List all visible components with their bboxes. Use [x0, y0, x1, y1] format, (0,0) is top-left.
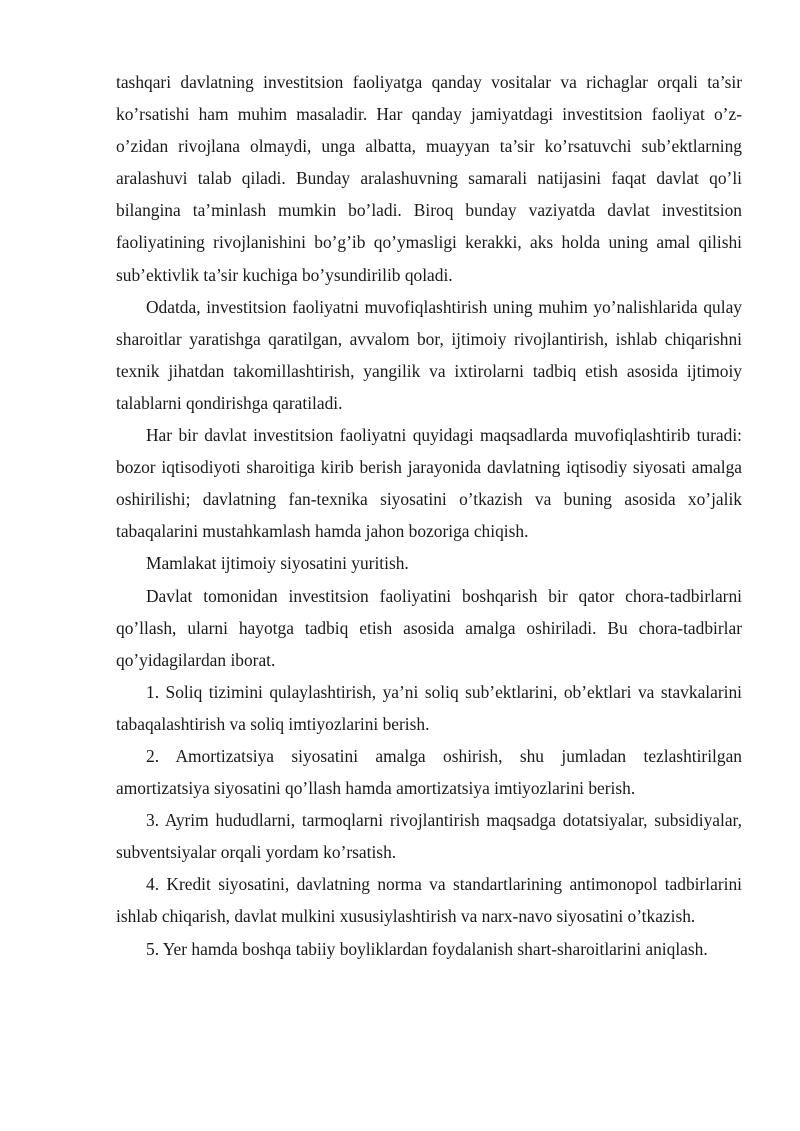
paragraph-measures-intro: Davlat tomonidan investitsion faoliyatini boshqarish bir qator chora-tadbirlarni qo’llash, ularni hayotga tadbiq etish asosida amalga oshiriladi. Bu chora-tadbirlar qo’yidagilardan iborat. — [116, 585, 742, 670]
paragraph-state-objectives: Har bir davlat investitsion faoliyatni quyidagi maqsadlarda muvofiqlashtirib turadi: bozor iqtisodiyoti sharoitiga kirib berish jarayonida davlatning iqtisodiy siyosati amalga oshirilishi; davlatning fan-texnika siyosatini o’tkazish va buning asosida xo’jalik tabaqalarini mustahkamlash hamda jahon bozoriga chiqish. — [116, 425, 742, 542]
paragraph-social-policy: Mamlakat ijtimoiy siyosatini yuritish. — [146, 553, 409, 574]
paragraph-intro: tashqari davlatning investitsion faoliyatga qanday vositalar va richaglar orqali ta’sir ko’rsatishi ham muhim masaladir. Har qanday jamiyatdagi investitsion faoliyat o’z-o’zidan rivojlana olmaydi, unga albatta, muayyan ta’sir ko’rsatuvchi sub’ektlarning aralashuvi talab qiladi. Bunday aralashuvning samarali natijasini faqat davlat qo’li bilangina ta’minlash mumkin bo’ladi. Biroq bunday vaziyatda davlat investitsion faoliyatining rivojlanishini bo’g’ib qo’ymasligi kerakki, aks holda uning amal qilishi sub’ektivlik ta’sir kuchiga bo’ysundirilib qoladi. — [116, 72, 742, 285]
list-item-subsidies: 3. Ayrim hududlarni, tarmoqlarni rivojlantirish maqsadga dotatsiyalar, subsidiyalar, subventsiyalar orqali yordam ko’rsatish. — [116, 810, 742, 863]
list-item-tax-system: 1. Soliq tizimini qulaylashtirish, ya’ni soliq sub’ektlarini, ob’ektlari va stavkalarini tabaqalashtirish va soliq imtiyozlarini berish. — [116, 681, 742, 734]
document-body — [116, 66, 742, 965]
list-item-credit-policy: 4. Kredit siyosatini, davlatning norma va standartlarining antimonopol tadbirlarini ishlab chiqarish, davlat mulkini xususiylashtirish va narx-navo siyosatini o’tkazish. — [116, 874, 742, 927]
list-item-natural-resources: 5. Yer hamda boshqa tabiiy boyliklardan foydalanish shart-sharoitlarini aniqlash. — [146, 938, 708, 959]
list-item-amortization: 2. Amortizatsiya siyosatini amalga oshirish, shu jumladan tezlashtirilgan amortizatsiya siyosatini qo’llash hamda amortizatsiya imtiyozlarini berish. — [116, 745, 742, 799]
paragraph-coordination-goals: Odatda, investitsion faoliyatni muvofiqlashtirish uning muhim yo’nalishlarida qulay sharoitlar yaratishga qaratilgan, avvalom bor, ijtimoiy rivojlantirish, ishlab chiqarishni texnik jihatdan takomillashtirish, yangilik va ixtirolarni tadbiq etish asosida ijtimoiy talablarni qondirishga qaratiladi. — [116, 296, 742, 413]
